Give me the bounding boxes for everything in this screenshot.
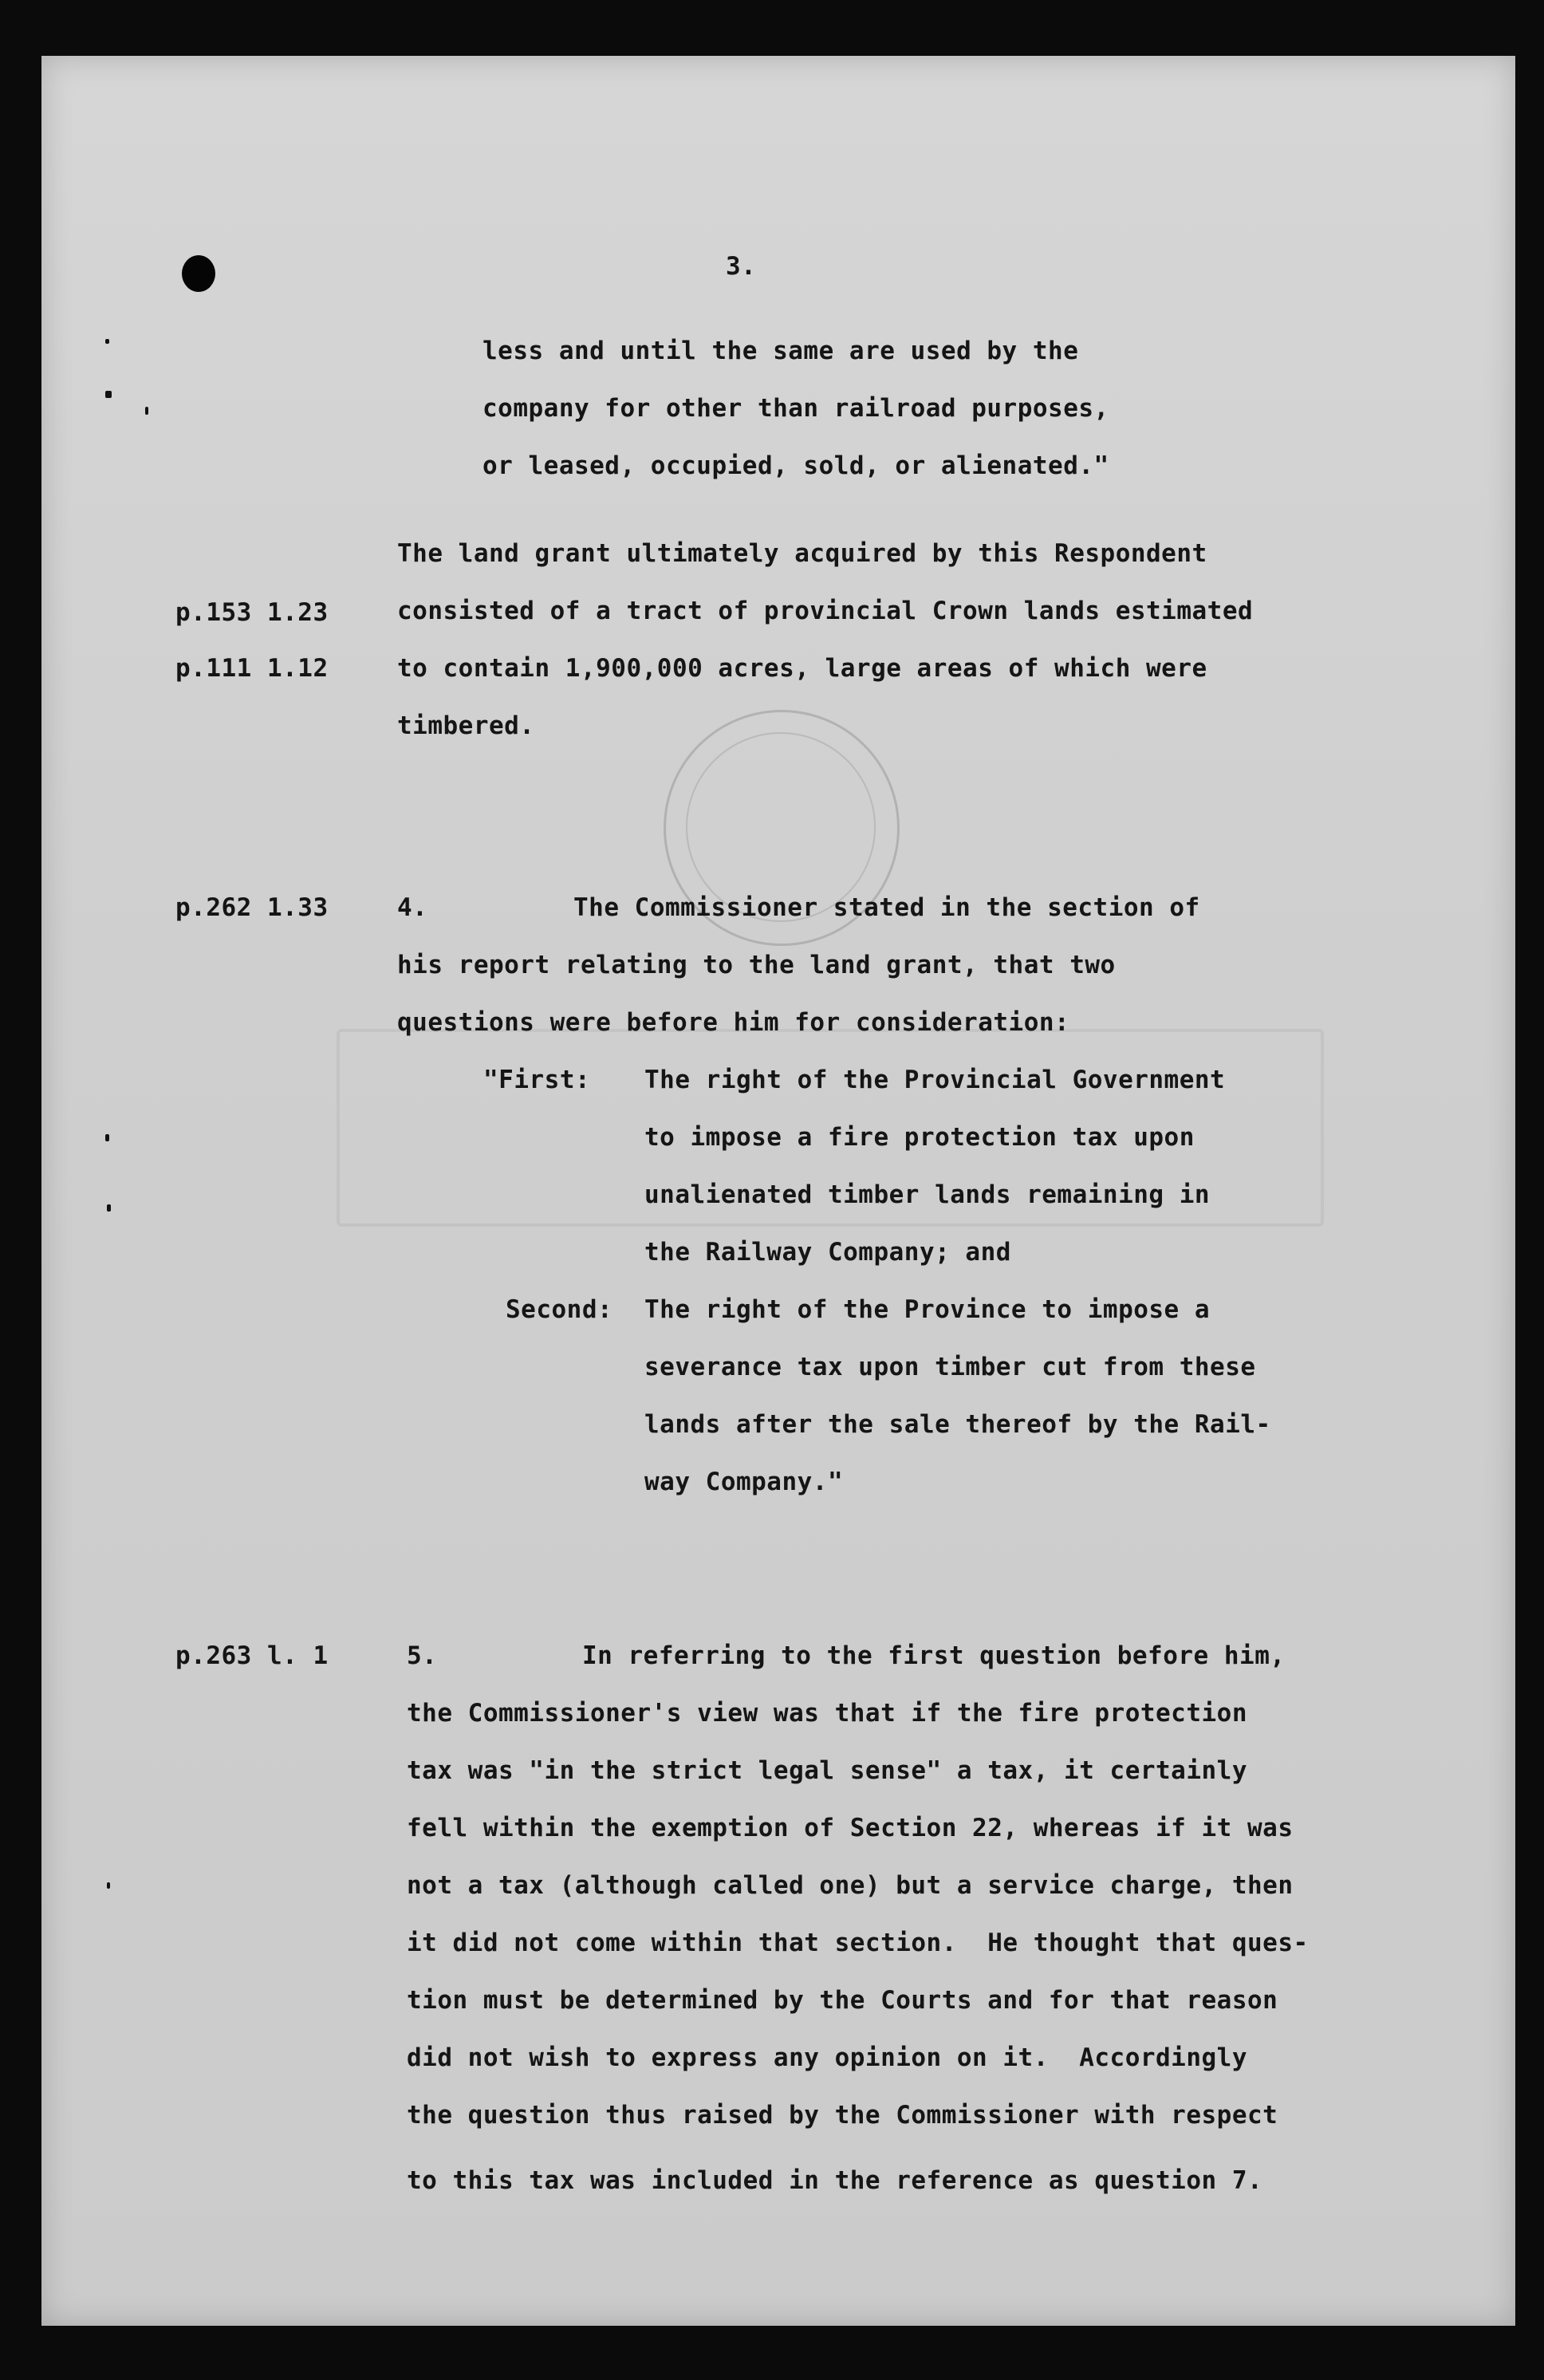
question-line: The right of the Provincial Government <box>644 1066 1226 1094</box>
paragraph-number: 5. <box>407 1641 438 1670</box>
quote-line: less and until the same are used by the <box>482 337 1079 365</box>
paragraph-line: to contain 1,900,000 acres, large areas of which were <box>397 654 1207 683</box>
paragraph-line: questions were before him for consideration: <box>397 1008 1070 1037</box>
paragraph-line: In referring to the first question before him, <box>582 1641 1286 1670</box>
margin-reference: p.262 1.33 <box>175 893 329 922</box>
paragraph-line: tax was "in the strict legal sense" a tax, it certainly <box>407 1756 1247 1785</box>
speck-mark <box>105 391 112 398</box>
speck-mark <box>145 407 148 415</box>
paragraph-line: consisted of a tract of provincial Crown lands estimated <box>397 597 1254 625</box>
question-line: lands after the sale thereof by the Rail- <box>644 1410 1271 1439</box>
punch-hole <box>182 255 215 292</box>
speck-mark <box>107 1204 111 1212</box>
page-number: 3. <box>726 252 757 281</box>
paragraph-line: The Commissioner stated in the section of <box>573 893 1200 922</box>
paragraph-number: 4. <box>397 893 428 922</box>
question-line: to impose a fire protection tax upon <box>644 1123 1195 1152</box>
question-line: severance tax upon timber cut from these <box>644 1353 1256 1381</box>
paragraph-line: not a tax (although called one) but a service charge, then <box>407 1871 1294 1900</box>
paragraph-line: fell within the exemption of Section 22, whereas if it was <box>407 1814 1294 1842</box>
paragraph-line: his report relating to the land grant, that two <box>397 951 1116 979</box>
speck-mark <box>107 1882 110 1889</box>
question-label: Second: <box>506 1295 613 1324</box>
margin-reference: p.111 1.12 <box>175 654 329 683</box>
question-line: The right of the Province to impose a <box>644 1295 1211 1324</box>
speck-mark <box>105 339 109 344</box>
speck-mark <box>105 1134 109 1141</box>
question-line: the Railway Company; and <box>644 1238 1011 1267</box>
paragraph-line: The land grant ultimately acquired by this Respondent <box>397 539 1207 568</box>
margin-reference: p.263 l. 1 <box>175 1641 329 1670</box>
margin-reference: p.153 1.23 <box>175 598 329 627</box>
paragraph-line: the Commissioner's view was that if the fire protection <box>407 1699 1247 1728</box>
question-label: "First: <box>483 1066 591 1094</box>
quote-line: or leased, occupied, sold, or alienated." <box>482 451 1109 480</box>
paragraph-line: tion must be determined by the Courts and for that reason <box>407 1986 1278 2015</box>
quote-line: company for other than railroad purposes, <box>482 394 1109 423</box>
paragraph-line: timbered. <box>397 711 535 740</box>
document-page <box>41 56 1515 2326</box>
question-line: way Company." <box>644 1468 844 1496</box>
paragraph-line: to this tax was included in the reference as question 7. <box>407 2166 1263 2195</box>
paragraph-line: the question thus raised by the Commissioner with respect <box>407 2101 1278 2130</box>
paragraph-line: it did not come within that section. He thought that ques- <box>407 1929 1309 1957</box>
paragraph-line: did not wish to express any opinion on it. Accordingly <box>407 2043 1247 2072</box>
question-line: unalienated timber lands remaining in <box>644 1180 1211 1209</box>
